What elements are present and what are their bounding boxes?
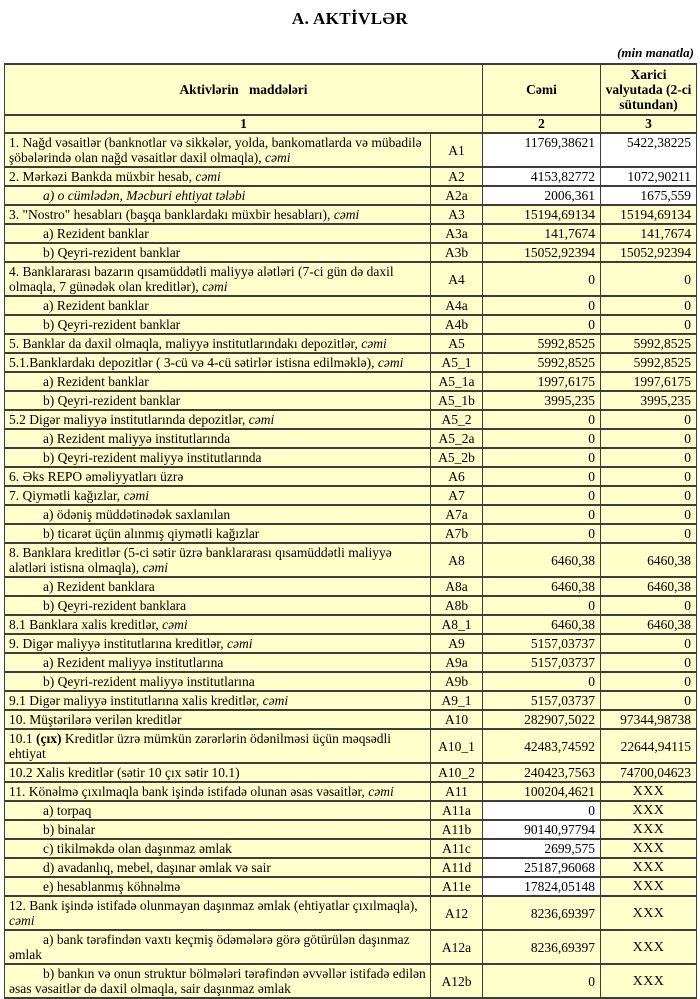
cell-foreign: XXX: [601, 930, 697, 964]
row-label-part: 4. Banklararası bazarın qısamüddətli maliyyə alətləri (7-ci gün də daxil olmaqla, 7 günədək olan kreditlər),: [9, 264, 394, 294]
cell-total: 100204,4621: [483, 782, 601, 801]
row-label-part: (çıx): [36, 731, 62, 746]
row-code: A4: [431, 262, 483, 296]
row-label: [5, 543, 431, 577]
cell-total: 0: [483, 672, 601, 691]
cell-total: 0: [483, 429, 601, 448]
row-label-part: 10.2 Xalis kreditlər (sətir 10 çıx sətir 10.1): [9, 765, 240, 780]
row-label: [5, 448, 431, 467]
row-code: A5_1a: [431, 372, 483, 391]
table-row: [5, 596, 697, 615]
row-label-part: cəmi: [227, 636, 253, 651]
cell-total: 6460,38: [483, 577, 601, 596]
row-code: A11d: [431, 858, 483, 877]
row-label: [5, 691, 431, 710]
cell-total: 0: [483, 505, 601, 524]
row-label: [5, 930, 431, 964]
cell-foreign: 0: [601, 448, 697, 467]
cell-total: 0: [483, 486, 601, 505]
cell-foreign: XXX: [601, 820, 697, 839]
table-row: [5, 543, 697, 577]
table-row: [5, 353, 697, 372]
table-row: [5, 296, 697, 315]
row-label-part: a) Rezident banklara: [43, 579, 155, 594]
row-label-part: b) binalar: [43, 822, 96, 837]
table-row: [5, 448, 697, 467]
cell-foreign: XXX: [601, 782, 697, 801]
cell-total: 0: [483, 448, 601, 467]
table-row: [5, 653, 697, 672]
table-row: [5, 877, 697, 896]
row-label-part: cəmi: [361, 336, 387, 351]
cell-total: 5157,03737: [483, 653, 601, 672]
row-label-part: 7. Qiymətli kağızlar,: [9, 488, 124, 503]
row-label-part: cəmi: [162, 617, 188, 632]
row-code: A3: [431, 205, 483, 224]
row-label-part: 6. Əks REPO əməliyyatları üzrə: [9, 469, 184, 484]
row-label: [5, 653, 431, 672]
cell-foreign: 6460,38: [601, 577, 697, 596]
cell-foreign: 0: [601, 596, 697, 615]
table-row: [5, 839, 697, 858]
cell-foreign: 0: [601, 691, 697, 710]
row-label-part: 12. Bank işində istifadə olunmayan daşınmaz əmlak (ehtiyatlar çıxılmaqla),: [9, 898, 418, 913]
row-label: [5, 839, 431, 858]
row-label: [5, 391, 431, 410]
cell-foreign: 0: [601, 653, 697, 672]
row-code: A3a: [431, 224, 483, 243]
table-row: [5, 391, 697, 410]
cell-foreign: 0: [601, 505, 697, 524]
units-note: (min manatla): [617, 45, 694, 60]
cell-total: 15052,92394: [483, 243, 601, 262]
cell-foreign: 0: [601, 486, 697, 505]
cell-foreign: XXX: [601, 896, 697, 930]
cell-total: 3995,235: [483, 391, 601, 410]
row-label: [5, 186, 431, 205]
cell-total: 141,7674: [483, 224, 601, 243]
cell-total: 42483,74592: [483, 729, 601, 763]
row-code: A8b: [431, 596, 483, 615]
row-code: A8_1: [431, 615, 483, 634]
cell-foreign: 1997,6175: [601, 372, 697, 391]
cell-foreign: 5992,8525: [601, 334, 697, 353]
row-label-part: cəmi: [377, 355, 404, 370]
row-code: A6: [431, 467, 483, 486]
row-label: [5, 710, 431, 729]
row-label-part: 10. Müştərilərə verilən kreditlər: [9, 712, 182, 727]
cell-total: 5992,8525: [483, 353, 601, 372]
row-code: A3b: [431, 243, 483, 262]
assets-table-body: [5, 133, 697, 998]
row-code: A5_2b: [431, 448, 483, 467]
cell-foreign: 0: [601, 672, 697, 691]
row-label: [5, 729, 431, 763]
row-label-part: a) ödəniş müddətinədək saxlanılan: [43, 507, 231, 522]
row-label-part: 11. Könəlmə çıxılmaqla bank işində istifadə olunan əsas vəsaitlər,: [9, 784, 369, 799]
header-row: [5, 64, 697, 115]
row-label-part: a) Rezident banklar: [43, 298, 149, 313]
row-label: [5, 410, 431, 429]
row-label: [5, 505, 431, 524]
row-label: [5, 334, 431, 353]
row-code: A11e: [431, 877, 483, 896]
row-label: [5, 224, 431, 243]
row-label: [5, 820, 431, 839]
cell-total: 8236,69397: [483, 896, 601, 930]
cell-total: 282907,5022: [483, 710, 601, 729]
table-row: [5, 524, 697, 543]
header-total: Cəmi: [483, 64, 601, 115]
cell-total: 8236,69397: [483, 930, 601, 964]
cell-foreign: 5422,38225: [601, 133, 697, 167]
row-code: A9b: [431, 672, 483, 691]
column-number-items: 1: [5, 115, 483, 133]
row-code: A2a: [431, 186, 483, 205]
cell-foreign: 0: [601, 296, 697, 315]
row-label-part: a) bank tərəfindən vaxtı keçmiş ödəmələrə görə götürülən daşınmaz əmlak: [9, 932, 410, 962]
row-label: [5, 167, 431, 186]
cell-total: 4153,82772: [483, 167, 601, 186]
row-label-part: b) Qeyri-rezident banklar: [43, 393, 181, 408]
cell-foreign: 0: [601, 634, 697, 653]
table-row: [5, 372, 697, 391]
table-row: [5, 634, 697, 653]
row-label-part: a) Rezident maliyyə institutlarına: [43, 655, 224, 670]
row-label: [5, 672, 431, 691]
cell-total: 2006,361: [483, 186, 601, 205]
row-label-part: 5.2 Digər maliyyə institutlarında depozitlər,: [9, 412, 249, 427]
table-row: [5, 964, 697, 998]
row-label: [5, 467, 431, 486]
row-label: [5, 763, 431, 782]
table-row: [5, 315, 697, 334]
table-row: [5, 858, 697, 877]
row-label: [5, 353, 431, 372]
cell-total: 90140,97794: [483, 820, 601, 839]
cell-total: 2699,575: [483, 839, 601, 858]
row-label-part: cəmi: [142, 560, 168, 575]
cell-foreign: 1072,90211: [601, 167, 697, 186]
cell-foreign: 15052,92394: [601, 243, 697, 262]
row-label-part: 9.1 Digər maliyyə institutlarına xalis kreditlər,: [9, 693, 263, 708]
row-code: A4b: [431, 315, 483, 334]
column-number-foreign: 3: [601, 115, 697, 133]
row-code: A7b: [431, 524, 483, 543]
row-label: [5, 486, 431, 505]
cell-foreign: 6460,38: [601, 615, 697, 634]
row-label: [5, 801, 431, 820]
cell-foreign: 0: [601, 410, 697, 429]
row-label-part: cəmi: [262, 693, 289, 708]
cell-total: 0: [483, 596, 601, 615]
row-code: A7a: [431, 505, 483, 524]
row-label-part: cəmi: [202, 279, 228, 294]
row-label: [5, 877, 431, 896]
row-code: A8: [431, 543, 483, 577]
assets-table: [4, 63, 697, 999]
cell-total: 1997,6175: [483, 372, 601, 391]
row-label-part: 8.1 Banklara xalis kreditlər,: [9, 617, 163, 632]
row-code: A10: [431, 710, 483, 729]
row-label-part: c) tikilməkdə olan daşınmaz əmlak: [43, 841, 232, 856]
row-label-part: b) Qeyri-rezident maliyyə institutlarına: [43, 674, 255, 689]
cell-total: 0: [483, 410, 601, 429]
row-code: A11a: [431, 801, 483, 820]
row-label-part: 5. Banklar da daxil olmaqla, maliyyə institutlarındakı depozitlər,: [9, 336, 362, 351]
cell-total: 11769,38621: [483, 133, 601, 167]
row-label-part: 1. Nağd vəsaitlər (banknotlar və sikkələr, yolda, bankomatlarda və mübadilə şöbələrində olan nağd vəsaitlər daxil olmaqla),: [9, 135, 422, 165]
row-code: A9: [431, 634, 483, 653]
row-label: [5, 577, 431, 596]
table-row: [5, 205, 697, 224]
table-row: [5, 334, 697, 353]
cell-total: 0: [483, 296, 601, 315]
cell-total: 0: [483, 524, 601, 543]
header-foreign: Xarici valyutada (2-ci sütundan): [601, 64, 697, 115]
row-label-part: Kreditlər üzrə mümkün zərərlərin ödənilməsi üçün məqsədli ehtiyat: [9, 731, 391, 761]
row-label-part: a) o cümlədən, Məcburi ehtiyat tələbi: [43, 188, 246, 203]
row-label: [5, 782, 431, 801]
cell-total: 17824,05148: [483, 877, 601, 896]
row-label: [5, 315, 431, 334]
row-label-part: 10.1: [9, 731, 36, 746]
row-label: [5, 429, 431, 448]
row-code: A5_2a: [431, 429, 483, 448]
cell-foreign: 0: [601, 262, 697, 296]
cell-total: 5992,8525: [483, 334, 601, 353]
cell-foreign: 6460,38: [601, 543, 697, 577]
cell-foreign: XXX: [601, 877, 697, 896]
row-code: A8a: [431, 577, 483, 596]
row-code: A5: [431, 334, 483, 353]
table-row: [5, 930, 697, 964]
cell-total: 6460,38: [483, 615, 601, 634]
table-row: [5, 691, 697, 710]
row-label: [5, 524, 431, 543]
row-label-part: a) Rezident banklar: [43, 226, 149, 241]
row-label: [5, 615, 431, 634]
table-row: [5, 410, 697, 429]
cell-total: 240423,7563: [483, 763, 601, 782]
row-code: A7: [431, 486, 483, 505]
row-code: A2: [431, 167, 483, 186]
row-code: A12: [431, 896, 483, 930]
cell-foreign: XXX: [601, 801, 697, 820]
row-code: A12a: [431, 930, 483, 964]
row-code: A9_1: [431, 691, 483, 710]
row-code: A10_1: [431, 729, 483, 763]
cell-foreign: 5992,8525: [601, 353, 697, 372]
row-label: [5, 858, 431, 877]
row-label: [5, 243, 431, 262]
cell-foreign: XXX: [601, 964, 697, 998]
table-row: [5, 467, 697, 486]
cell-foreign: XXX: [601, 839, 697, 858]
table-row: [5, 820, 697, 839]
row-label-part: b) Qeyri-rezident banklar: [43, 317, 181, 332]
table-row: [5, 486, 697, 505]
row-label: [5, 205, 431, 224]
row-label-part: b) bankın və onun struktur bölmələri tərəfindən əvvəllər istifadə edilən əsas vəsaitlər də daxil olmaqla, sair daşınmaz əmlak: [9, 966, 426, 996]
row-label-part: b) Qeyri-rezident banklar: [43, 245, 181, 260]
table-row: [5, 243, 697, 262]
cell-foreign: 22644,94115: [601, 729, 697, 763]
row-code: A12b: [431, 964, 483, 998]
cell-total: 0: [483, 262, 601, 296]
row-code: A5_1b: [431, 391, 483, 410]
row-label-part: cəmi: [265, 150, 291, 165]
row-label-part: cəmi: [368, 784, 394, 799]
page-title: A. AKTİVLƏR: [291, 9, 409, 28]
row-label-part: d) avadanlıq, mebel, daşınar əmlak və sair: [43, 860, 271, 875]
column-number-total: 2: [483, 115, 601, 133]
table-row: [5, 167, 697, 186]
row-label: [5, 964, 431, 998]
row-code: A5_1: [431, 353, 483, 372]
row-code: A11: [431, 782, 483, 801]
cell-total: 0: [483, 801, 601, 820]
row-label-part: b) Qeyri-rezident maliyyə institutlarında: [43, 450, 262, 465]
row-label: [5, 634, 431, 653]
row-label: [5, 133, 431, 167]
table-row: [5, 801, 697, 820]
row-label-part: b) Qeyri-rezident banklara: [43, 598, 187, 613]
column-number-row: [5, 115, 697, 133]
cell-total: 5157,03737: [483, 634, 601, 653]
cell-total: 0: [483, 467, 601, 486]
cell-total: 6460,38: [483, 543, 601, 577]
cell-total: 0: [483, 964, 601, 998]
row-label-part: 9. Digər maliyyə institutlarına kreditlər,: [9, 636, 228, 651]
row-label-part: cəmi: [195, 169, 221, 184]
table-row: [5, 429, 697, 448]
row-label-part: cəmi: [248, 412, 275, 427]
cell-foreign: 15194,69134: [601, 205, 697, 224]
row-code: A11c: [431, 839, 483, 858]
cell-total: 5157,03737: [483, 691, 601, 710]
cell-total: 0: [483, 315, 601, 334]
cell-foreign: 0: [601, 429, 697, 448]
table-row: [5, 896, 697, 930]
row-label-part: 8. Banklara kreditlər (5-ci sətir üzrə banklararası qısamüddətli maliyyə alətləri istisna olmaqla),: [9, 545, 392, 575]
row-label: [5, 296, 431, 315]
table-row: [5, 224, 697, 243]
cell-foreign: XXX: [601, 858, 697, 877]
row-code: A11b: [431, 820, 483, 839]
row-label: [5, 896, 431, 930]
row-label-part: b) ticarət üçün alınmış qiymətli kağızlar: [43, 526, 260, 541]
cell-foreign: 1675,559: [601, 186, 697, 205]
cell-total: 15194,69134: [483, 205, 601, 224]
cell-foreign: 0: [601, 315, 697, 334]
row-code: A5_2: [431, 410, 483, 429]
row-label-part: a) Rezident maliyyə institutlarında: [43, 431, 231, 446]
table-row: [5, 672, 697, 691]
cell-foreign: 97344,98738: [601, 710, 697, 729]
row-code: A10_2: [431, 763, 483, 782]
row-code: A9a: [431, 653, 483, 672]
row-label-part: cəmi: [333, 207, 360, 222]
table-row: [5, 186, 697, 205]
header-items: Aktivlərin maddələri: [5, 64, 483, 115]
row-code: A4a: [431, 296, 483, 315]
row-label-part: a) Rezident banklar: [43, 374, 149, 389]
row-label-part: 3. "Nostro" hesabları (başqa banklardakı müxbir hesabları),: [9, 207, 334, 222]
row-label-part: 5.1.Banklardakı depozitlər ( 3-cü və 4-cü sətirlər istisna edilməklə),: [9, 355, 378, 370]
cell-total: 25187,96068: [483, 858, 601, 877]
table-row: [5, 729, 697, 763]
row-label-part: cəmi: [9, 913, 35, 928]
table-row: [5, 615, 697, 634]
cell-foreign: 0: [601, 467, 697, 486]
row-label: [5, 596, 431, 615]
cell-foreign: 3995,235: [601, 391, 697, 410]
row-label: [5, 262, 431, 296]
row-label: [5, 372, 431, 391]
table-row: [5, 505, 697, 524]
table-row: [5, 133, 697, 167]
row-label-part: cəmi: [123, 488, 150, 503]
row-label-part: e) hesablanmış köhnəlmə: [43, 879, 181, 894]
table-row: [5, 763, 697, 782]
cell-foreign: 141,7674: [601, 224, 697, 243]
table-row: [5, 710, 697, 729]
cell-foreign: 0: [601, 524, 697, 543]
table-row: [5, 262, 697, 296]
row-label-part: a) torpaq: [43, 803, 92, 818]
row-code: A1: [431, 133, 483, 167]
row-label-part: 2. Mərkəzi Bankda müxbir hesab,: [9, 169, 196, 184]
table-row: [5, 577, 697, 596]
cell-foreign: 74700,04623: [601, 763, 697, 782]
table-row: [5, 782, 697, 801]
